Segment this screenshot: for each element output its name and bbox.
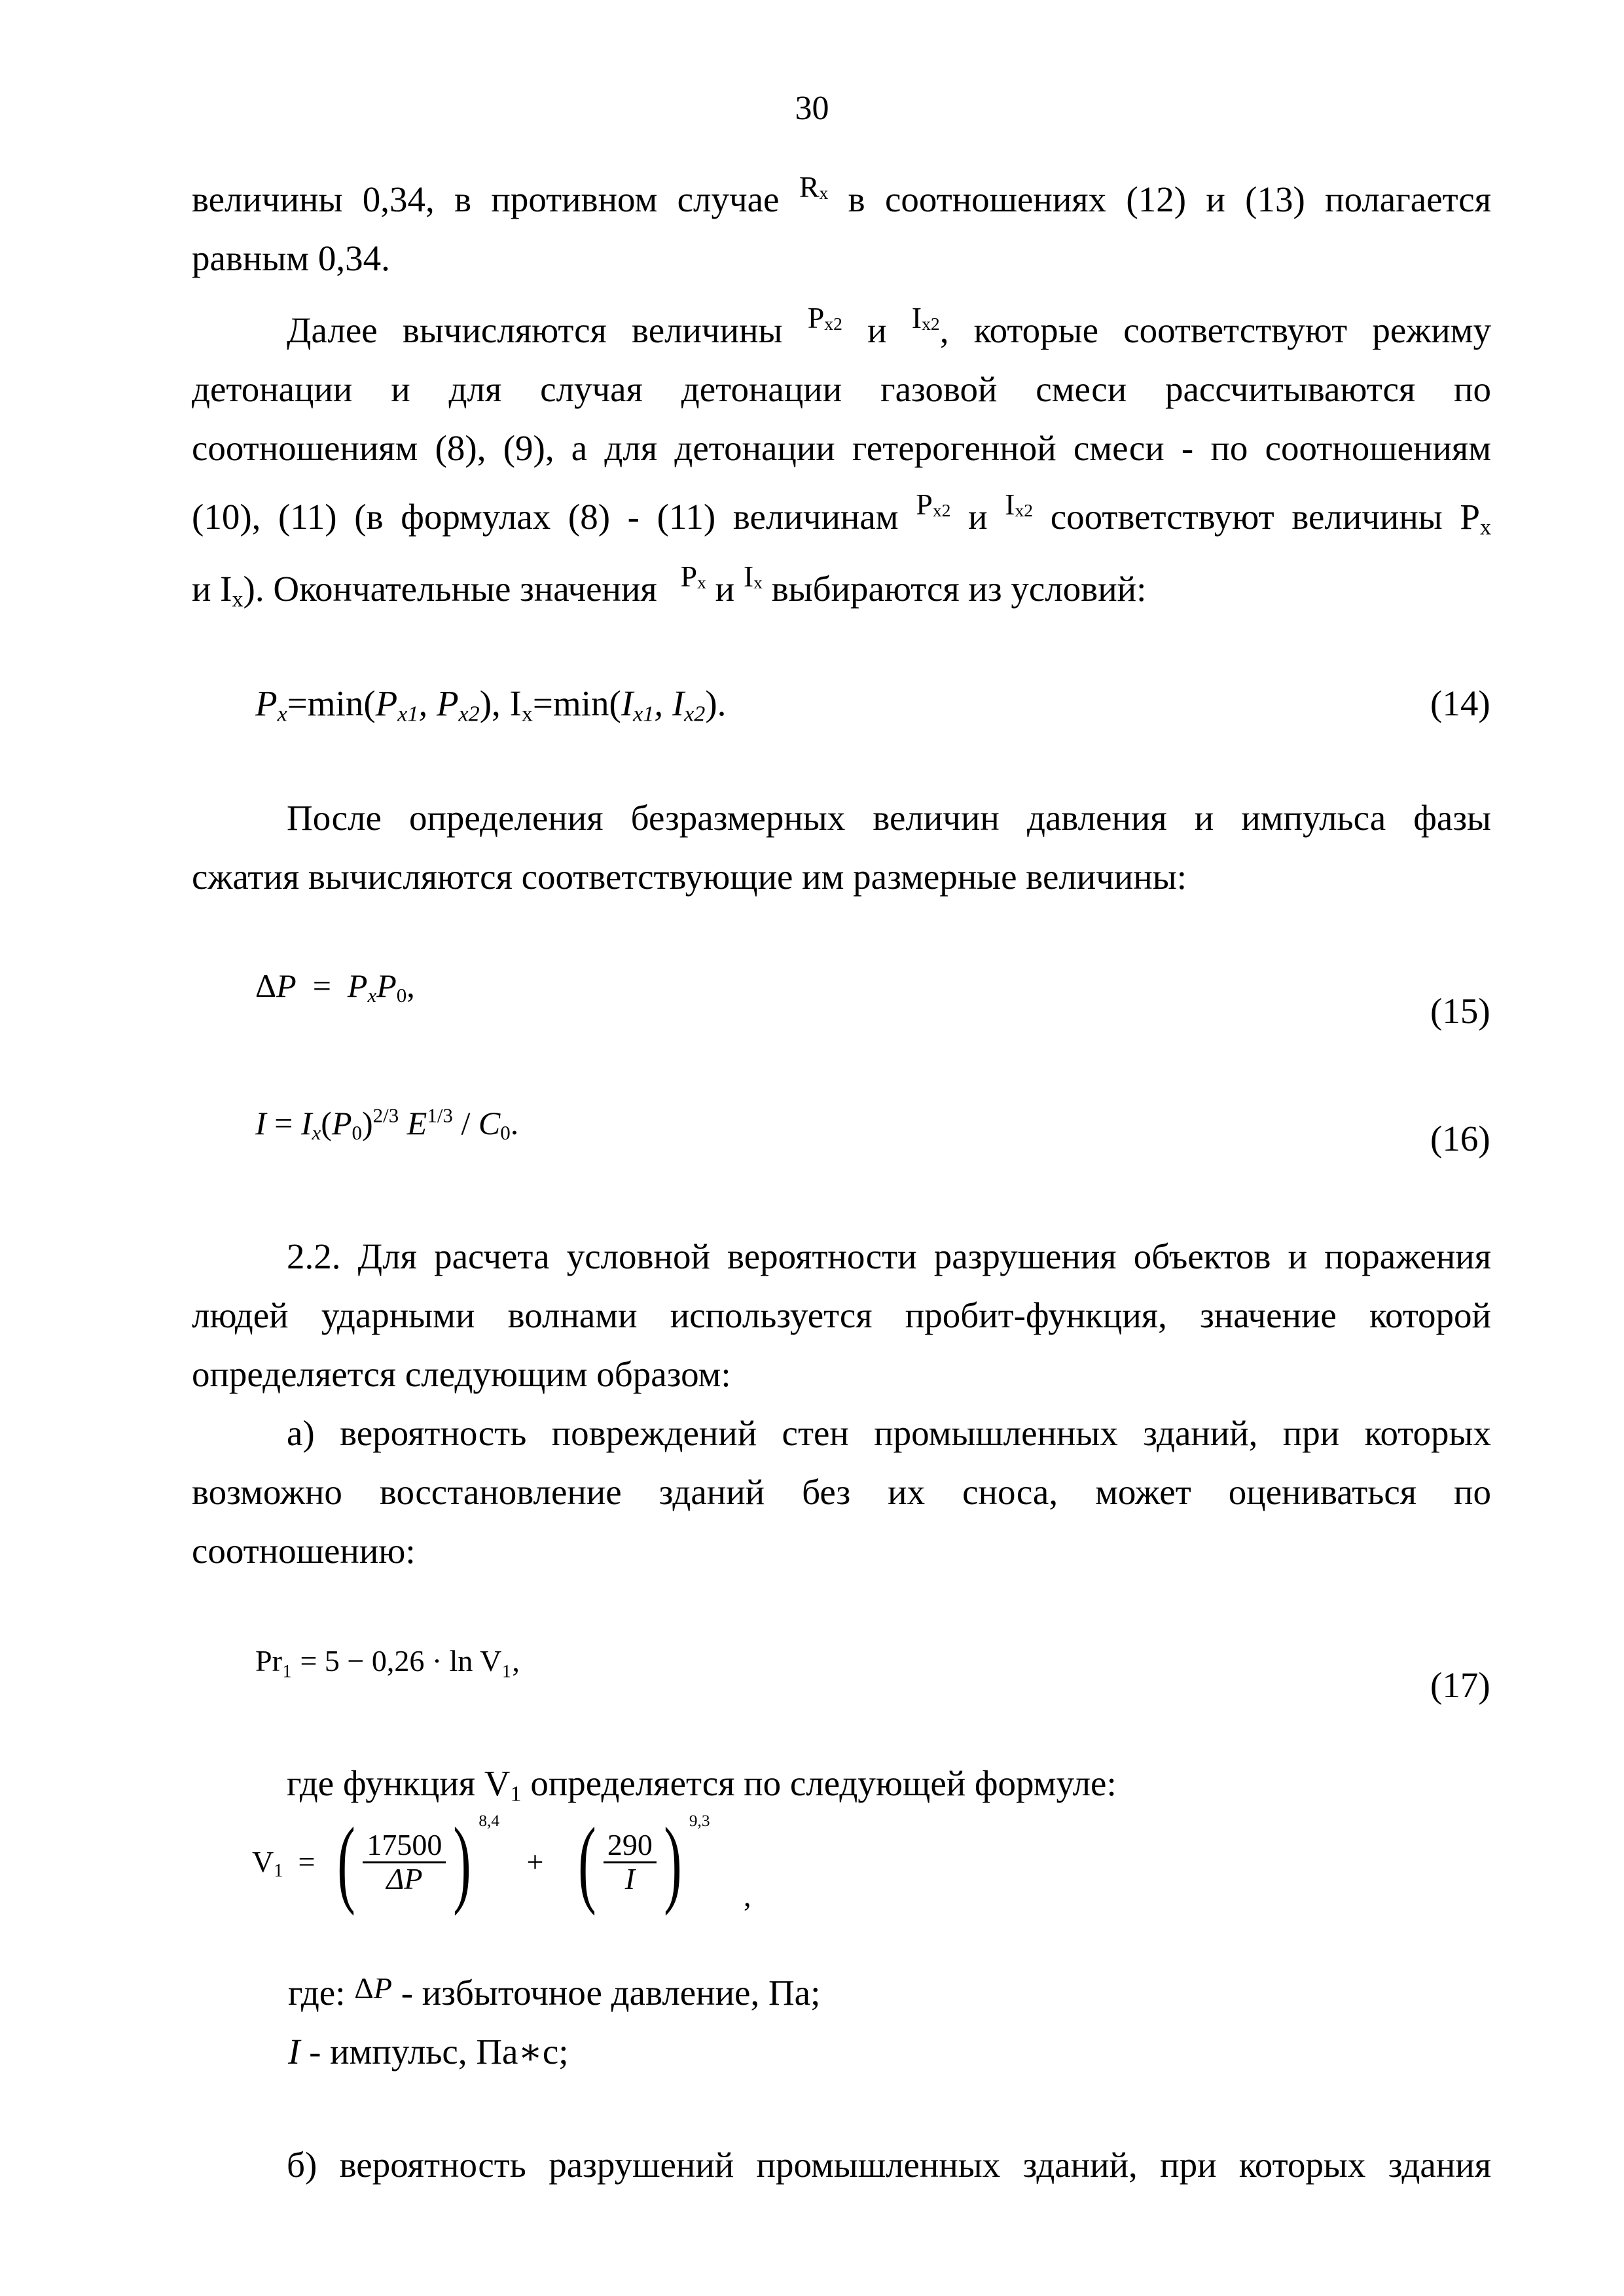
px2-symbol: Px2: [807, 301, 842, 334]
fraction-2: $\frac{290}{I}$: [604, 1829, 657, 1895]
page-number: 30: [795, 90, 829, 127]
where-line1: [288, 1967, 1270, 2019]
delta-p-symbol: ΔP: [354, 1971, 392, 2005]
p4-line2: людей ударными волнами используется пробит-функция, значение которой: [192, 1295, 1491, 1335]
p6-line1: где функция $V_1$ определяется по следующей формуле:: [287, 1763, 1117, 1806]
text: где:: [288, 1973, 346, 2013]
text: (10), (11) (в формулах (8) - (11) величинам: [192, 497, 899, 537]
text: где функция V: [287, 1763, 511, 1803]
text: величины 0,34, в противном случае: [192, 179, 780, 219]
p4-line3: определяется следующим образом:: [192, 1354, 731, 1394]
text: соответствуют величины P: [1050, 497, 1480, 537]
text: и: [968, 497, 988, 537]
p2-line3: соотношениям (8), (9), а для детонации гетерогенной смеси - по соотношениям: [192, 428, 1491, 468]
text: и I: [192, 569, 232, 609]
text: и: [867, 310, 887, 350]
text: - импульс, Па∗с;: [309, 2032, 569, 2072]
text: выбираются из условий:: [771, 569, 1147, 609]
p4-line1: 2.2. Для расчета условной вероятности разрушения объектов и поражения: [287, 1236, 1491, 1276]
ix2-symbol: Ix2: [911, 301, 940, 334]
fraction-1: $\frac{17500}{\Delta P}$: [363, 1829, 446, 1895]
p5-line2: возможно восстановление зданий без их сноса, может оцениваться по: [192, 1472, 1491, 1512]
text: ). Окончательные значения: [243, 569, 657, 609]
p2-line1: [192, 301, 1492, 357]
p5-line1: а) вероятность повреждений стен промышленных зданий, при которых: [287, 1413, 1491, 1453]
equation-14: $P_x=\min(P_{x1}$, $P_{x2}$), $I_x=\min(I_{x1}$, $I_{x2}$).: [255, 683, 727, 726]
text: в соотношениях (12) и (13) полагается: [848, 179, 1492, 219]
ix-symbol: Ix: [743, 560, 763, 593]
equation-number-16: (16): [1430, 1119, 1490, 1158]
text: определяется по следующей формуле:: [530, 1763, 1117, 1803]
px2-symbol: Px2: [916, 488, 951, 521]
equation-15: $\Delta P = P_xP_0$,: [255, 967, 415, 1007]
equation-number-17: (17): [1430, 1665, 1490, 1705]
p3-line1: После определения безразмерных величин давления и импульса фазы: [287, 798, 1491, 838]
px-symbol: Px: [680, 560, 706, 593]
p2-line2: детонации и для случая детонации газовой смеси рассчитываются по: [192, 369, 1491, 409]
equation-17: Pr₁ = 5 − 0,26 · ln V₁,: [255, 1644, 520, 1677]
text: и: [715, 569, 735, 609]
p1-line2: равным 0,34.: [192, 238, 390, 278]
p7-line1: б) вероятность разрушений промышленных зданий, при которых здания: [287, 2145, 1491, 2185]
p2-line4: (10), (11) (в формулах (8) - (11) величинам $^{P_{x2}}$ и $^{I_{x2}}$ соответствуют величины $P_x$: [192, 488, 1492, 540]
text: Далее вычисляются величины: [287, 310, 783, 350]
where-line2: I - импульс, Па∗с;: [288, 2032, 569, 2072]
equation-16: $I = I_x(P_0)^{2/3}$ $E^{1/3} / C_0$.: [255, 1103, 519, 1144]
text: - избыточное давление, Па;: [401, 1973, 821, 2013]
ix2-symbol: Ix2: [1005, 488, 1034, 521]
text: Pr₁ = 5 − 0,26 · ln V₁: [255, 1644, 513, 1677]
p1-line1: [192, 170, 1492, 226]
equation-number-15: (15): [1430, 991, 1490, 1031]
text: , которые соответствуют режиму: [939, 310, 1492, 350]
rx-symbol: Rx: [799, 170, 829, 204]
p5-line3: соотношению:: [192, 1531, 416, 1571]
equation-number-14: (14): [1430, 683, 1490, 723]
equation-v1: $V_1$ = ( $\frac{17500}{\Delta P}$ ) $^{8,4}$ + ( $\frac{290}{I}$ ) $^{9,3}$ ,: [252, 1808, 751, 1916]
p2-line5: и $I_x$). Окончательные значения $^{P_x}$ и $^{I_x}$ выбираются из условий:: [192, 560, 1147, 612]
p3-line2: сжатия вычисляются соответствующие им размерные величины:: [192, 857, 1187, 897]
